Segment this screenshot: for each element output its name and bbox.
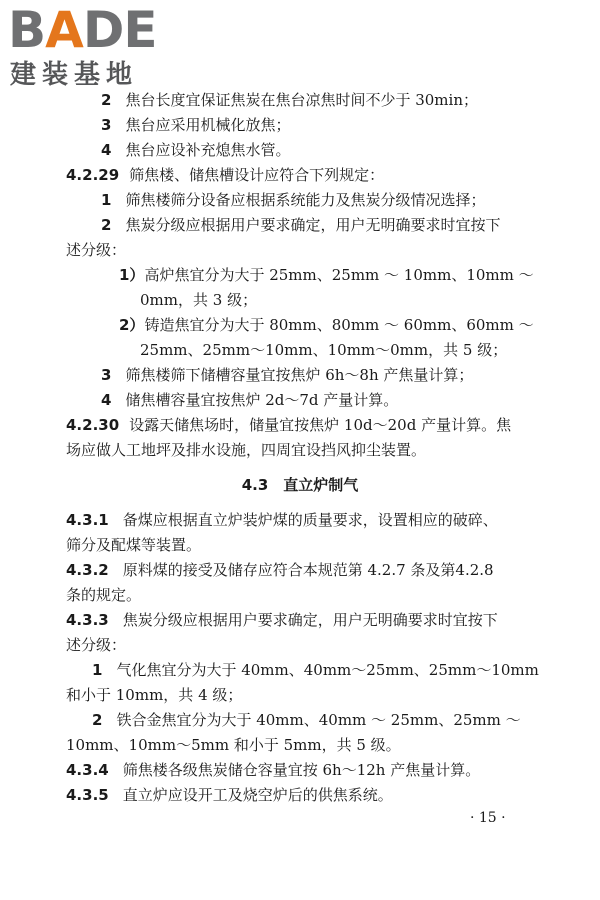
logo-letters-de: DE bbox=[82, 1, 157, 59]
text-continuation: 筛分及配煤等装置。 bbox=[66, 536, 202, 554]
list-item-2: 2 焦炭分级应根据用户要求确定，用户无明确要求时宜按下 bbox=[101, 216, 501, 234]
sub-item-1: 1）高炉焦宜分为大于 25mm、25mm ～ 10mm、10mm ～ bbox=[119, 266, 534, 284]
text-continuation: 和小于 10mm，共 4 级； bbox=[66, 686, 243, 704]
clause-4-3-2: 4.3.2 原料煤的接受及储存应符合本规范第 4.2.7 条及第4.2.8 bbox=[66, 561, 494, 579]
text-continuation: 述分级： bbox=[66, 636, 127, 654]
text-continuation: 述分级： bbox=[66, 241, 127, 259]
logo-letter-a-accent: A bbox=[45, 1, 83, 59]
clause-4-2-30: 4.2.30 设露天储焦场时，储量宜按焦炉 10d～20d 产量计算。焦 bbox=[66, 416, 512, 434]
list-item-1: 1 气化焦宜分为大于 40mm、40mm～25mm、25mm～10mm bbox=[92, 661, 539, 679]
list-item-3: 3 筛焦楼筛下储槽容量宜按焦炉 6h～8h 产焦量计算； bbox=[101, 366, 474, 384]
list-item-3: 3 焦台应采用机械化放焦； bbox=[101, 116, 291, 134]
logo-letter-b: B bbox=[8, 1, 46, 59]
section-title: 4.3 直立炉制气 bbox=[241, 476, 359, 494]
list-item-2: 2 铁合金焦宜分为大于 40mm、40mm ～ 25mm、25mm ～ bbox=[92, 711, 521, 729]
clause-4-3-4: 4.3.4 筛焦楼各级焦炭储仓容量宜按 6h～12h 产焦量计算。 bbox=[66, 761, 481, 779]
text-continuation: 10mm、10mm～5mm 和小于 5mm，共 5 级。 bbox=[66, 736, 401, 754]
list-item-2: 2 焦台长度宜保证焦炭在焦台凉焦时间不少于 30min； bbox=[101, 91, 478, 109]
clause-4-3-3: 4.3.3 焦炭分级应根据用户要求确定，用户无明确要求时宜按下 bbox=[66, 611, 498, 629]
clause-4-3-5: 4.3.5 直立炉应设开工及烧空炉后的供焦系统。 bbox=[66, 786, 393, 804]
list-item-4: 4 储焦槽容量宜按焦炉 2d～7d 产量计算。 bbox=[101, 391, 399, 409]
clause-4-2-29: 4.2.29 筛焦楼、储焦槽设计应符合下列规定： bbox=[66, 166, 385, 184]
text-continuation: 条的规定。 bbox=[66, 586, 142, 604]
clause-4-3-1: 4.3.1 备煤应根据直立炉装炉煤的质量要求，设置相应的破碎、 bbox=[66, 511, 498, 529]
text-continuation: 场应做人工地坪及排水设施，四周宜设挡风抑尘装置。 bbox=[66, 441, 427, 459]
text-continuation: 0mm，共 3 级； bbox=[140, 291, 258, 309]
text-continuation: 25mm、25mm～10mm、10mm～0mm，共 5 级； bbox=[140, 341, 508, 359]
list-item-1: 1 筛焦楼筛分设备应根据系统能力及焦炭分级情况选择； bbox=[101, 191, 486, 209]
sub-item-2: 2）铸造焦宜分为大于 80mm、80mm ～ 60mm、60mm ～ bbox=[119, 316, 534, 334]
logo-subtitle: 建装基地 bbox=[10, 60, 139, 90]
list-item-4: 4 焦台应设补充熄焦水管。 bbox=[101, 141, 291, 159]
page-number: · 15 · bbox=[470, 810, 506, 826]
